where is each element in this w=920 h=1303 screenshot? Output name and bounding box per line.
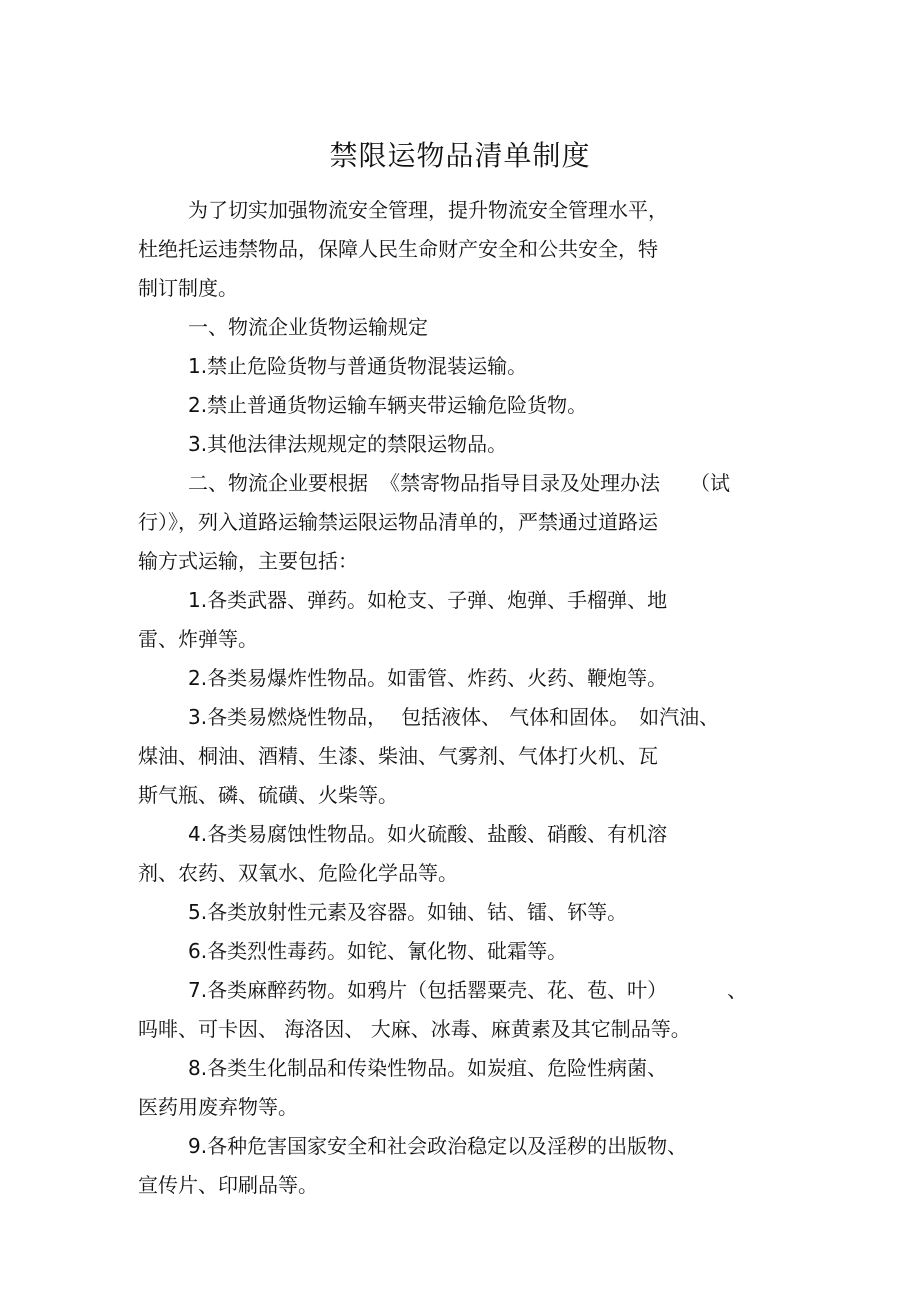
item-7-line-2: 吗啡、可卡因、 海洛因、 大麻、冰毒、麻黄素及其它制品等。 bbox=[138, 1017, 691, 1041]
section-2-heading-part-a: 二、物流企业要根据 bbox=[188, 471, 368, 495]
document-title: 禁限运物品清单制度 bbox=[329, 139, 591, 172]
item-8-line-2: 医药用废弃物等。 bbox=[138, 1095, 298, 1119]
section-1-item-1: 1.禁止危险货物与普通货物混装运输。 bbox=[188, 354, 528, 378]
section-2-heading-line-1 bbox=[188, 469, 730, 497]
intro-line-1: 为了切实加强物流安全管理，提升物流安全管理水平， bbox=[188, 198, 668, 222]
item-3-part-d: 如汽油、 bbox=[639, 705, 720, 729]
item-3-part-a: 3.各类易燃烧性物品， bbox=[188, 705, 388, 729]
section-2-heading-part-c: （试 bbox=[690, 471, 730, 495]
item-4-line-2: 剂、农药、双氧水、危险化学品等。 bbox=[138, 861, 458, 885]
item-2-line-1: 2.各类易爆炸性物品。如雷管、炸药、火药、鞭炮等。 bbox=[188, 666, 668, 690]
item-3-line-3: 斯气瓶、磷、硫磺、火柴等。 bbox=[138, 783, 398, 807]
item-9-line-1: 9.各种危害国家安全和社会政治稳定以及淫秽的出版物、 bbox=[188, 1134, 688, 1158]
item-8-line-1: 8.各类生化制品和传染性物品。如炭疽、危险性病菌、 bbox=[188, 1056, 668, 1080]
section-2-heading-line-2: 行）》，列入道路运输禁运限运物品清单的，严禁通过道路运 bbox=[138, 510, 658, 534]
item-1-line-1: 1.各类武器、弹药。如枪支、子弹、炮弹、手榴弹、地 bbox=[188, 588, 668, 612]
item-3-part-c: 气体和固体。 bbox=[509, 705, 630, 729]
item-3-part-b: 包括液体、 bbox=[401, 705, 502, 729]
item-9-line-2: 宣传片、印刷品等。 bbox=[138, 1173, 318, 1197]
intro-line-2: 杜绝托运违禁物品，保障人民生命财产安全和公共安全，特 bbox=[138, 237, 658, 261]
section-2-heading-line-3: 输方式运输，主要包括： bbox=[138, 549, 358, 573]
item-1-line-2: 雷、炸弹等。 bbox=[138, 627, 258, 651]
section-1-item-2: 2.禁止普通货物运输车辆夹带运输危险货物。 bbox=[188, 393, 588, 417]
item-3-line-2: 煤油、桐油、酒精、生漆、柴油、气雾剂、气体打火机、瓦 bbox=[138, 744, 658, 768]
item-7-part-a: 7.各类麻醉药物。如鸦片（包括罂粟壳、花、苞、叶） bbox=[188, 978, 668, 1002]
section-1-item-3: 3.其他法律法规规定的禁限运物品。 bbox=[188, 432, 508, 456]
intro-line-3: 制订制度。 bbox=[138, 276, 238, 300]
item-4-line-1: 4.各类易腐蚀性物品。如火硫酸、盐酸、硝酸、有机溶 bbox=[188, 822, 668, 846]
item-6-line-1: 6.各类烈性毒药。如铊、氰化物、砒霜等。 bbox=[188, 939, 568, 963]
item-7-part-b: 、 bbox=[727, 978, 748, 1002]
item-7-line-1 bbox=[188, 976, 747, 1004]
section-2-heading-part-b: 《禁寄物品指导目录及处理办法 bbox=[380, 471, 660, 495]
section-1-heading: 一、物流企业货物运输规定 bbox=[188, 315, 428, 339]
item-5-line-1: 5.各类放射性元素及容器。如铀、钴、镭、钚等。 bbox=[188, 900, 628, 924]
item-3-line-1 bbox=[188, 703, 719, 731]
